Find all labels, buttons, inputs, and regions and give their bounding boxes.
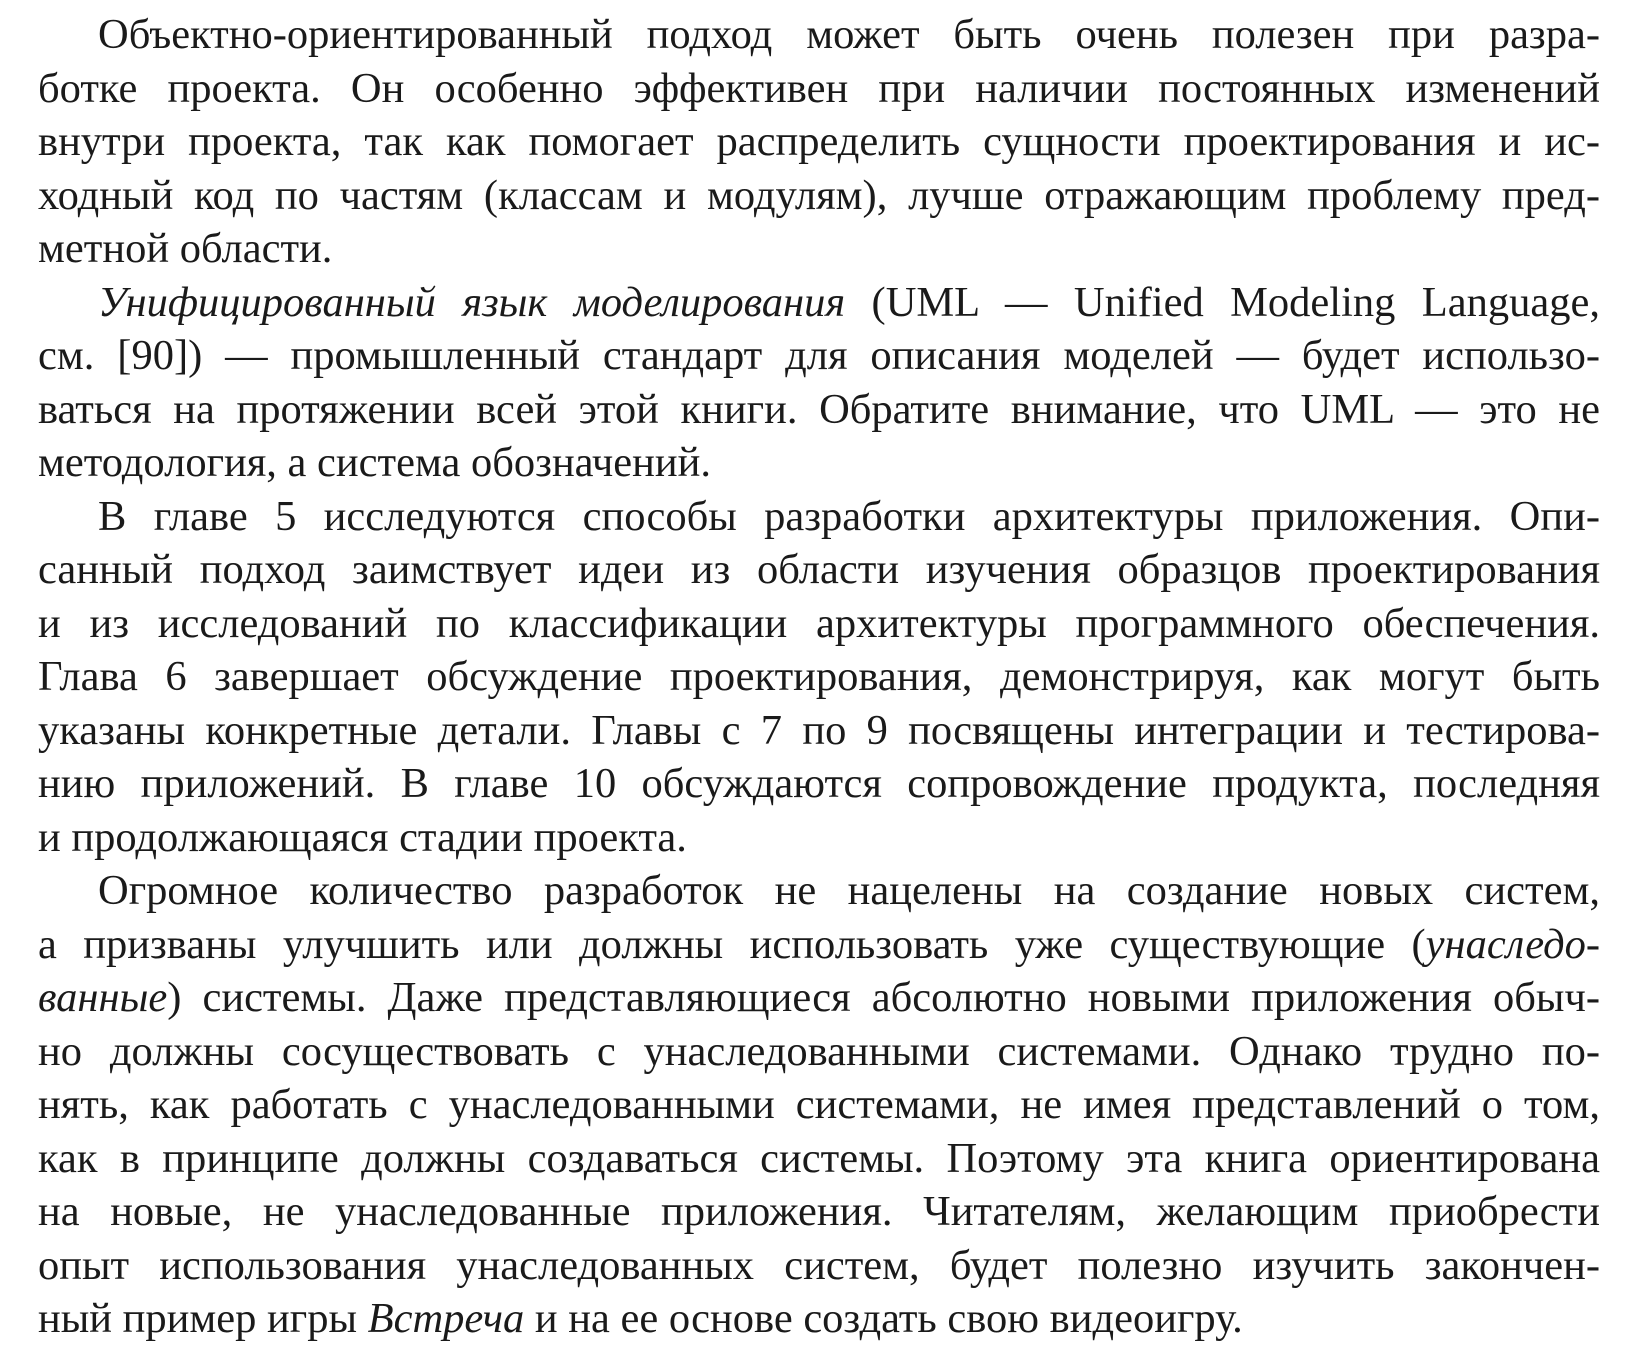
text-fragment: а призваны улучшить или должны использовать уже существующие (: [38, 920, 1426, 968]
text-line: [38, 1292, 1600, 1346]
text-fragment: ный пример игры: [38, 1295, 368, 1342]
text-fragment: ) системы. Даже представляющиеся абсолютно новыми приложения обыч-: [167, 974, 1600, 1021]
text-fragment: и на ее основе создать свою видеоигру.: [524, 1295, 1243, 1342]
document-page: [38, 8, 1600, 1346]
text-fragment: (UML — Unified Modeling Language,: [845, 278, 1600, 326]
paragraph-oop: [38, 8, 1600, 276]
text-line: [38, 276, 1600, 330]
text-line: [38, 918, 1600, 972]
italic-game-title: Встреча: [367, 1295, 525, 1342]
text-line: Огромное количество разработок не нацелены на создание новых систем,: [98, 867, 1600, 914]
text-line: как в принципе должны создаваться системы. Поэтому эта книга ориентирована: [38, 1134, 1600, 1182]
italic-term: унаследо-: [1425, 920, 1600, 968]
paragraph-uml: [38, 276, 1600, 490]
text-line: на новые, не унаследованные приложения. Читателям, желающим приобрести: [38, 1188, 1600, 1235]
text-line: указаны конкретные детали. Главы с 7 по 9 посвящены интеграции и тестирова-: [38, 706, 1600, 754]
text-line: [38, 971, 1600, 1025]
text-line: внутри проекта, так как помогает распределить сущности проектирования и ис-: [38, 118, 1600, 165]
text-line: и из исследований по классификации архитектуры программного обеспечения.: [38, 599, 1600, 647]
text-line: см. [90]) — промышленный стандарт для описания моделей — будет использо-: [38, 332, 1600, 379]
text-line: метной области.: [38, 225, 333, 272]
text-line: Глава 6 завершает обсуждение проектирования, демонстрируя, как могут быть: [38, 653, 1600, 700]
text-line: нять, как работать с унаследованными системами, не имея представлений о том,: [38, 1081, 1600, 1128]
text-line: ваться на протяжении всей этой книги. Обратите внимание, что UML — это не: [38, 385, 1600, 433]
italic-term: ванные: [38, 974, 168, 1021]
text-line: и продолжающаяся стадии проекта.: [38, 813, 687, 861]
text-line: опыт использования унаследованных систем, будет полезно изучить закончен-: [38, 1241, 1600, 1289]
text-line: но должны сосуществовать с унаследованными системами. Однако трудно по-: [38, 1027, 1600, 1075]
italic-term: Унифицированный язык моделирования: [98, 278, 846, 326]
text-line: ходный код по частям (классам и модулям), лучше отражающим проблему пред-: [38, 171, 1600, 219]
text-line: В главе 5 исследуются способы разработки архитектуры приложения. Опи-: [98, 492, 1600, 540]
text-line: методология, а система обозначений.: [38, 439, 711, 486]
paragraph-legacy: [38, 864, 1600, 1346]
text-line: нию приложений. В главе 10 обсуждаются сопровождение продукта, последняя: [38, 760, 1600, 807]
text-line: санный подход заимствует идеи из области изучения образцов проектирования: [38, 546, 1600, 593]
text-line: ботке проекта. Он особенно эффективен при наличии постоянных изменений: [38, 64, 1600, 112]
paragraph-chapters: [38, 490, 1600, 865]
text-line: Объектно-ориентированный подход может быть очень полезен при разра-: [98, 11, 1600, 58]
